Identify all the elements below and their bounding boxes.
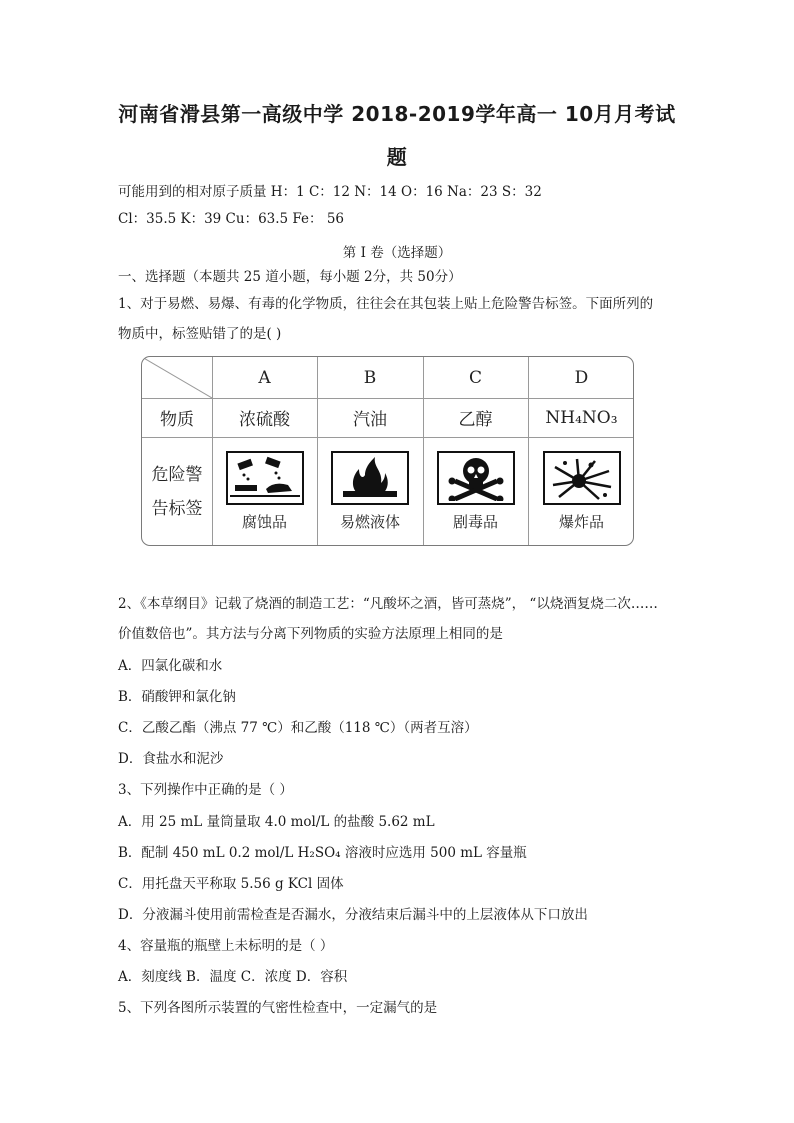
table-corner-diagonal (142, 357, 212, 398)
row-label-substance: 物质 (160, 410, 194, 429)
hazard-label-table (141, 356, 634, 546)
hazard-cell-b (317, 437, 423, 546)
explosive-icon (543, 451, 621, 505)
substance-c: 乙醇 (458, 410, 493, 430)
q2-option-d: D．食盐水和泥沙 (118, 751, 224, 767)
q3-option-a: A．用 25 mL 量筒量取 4.0 mol/L 的盐酸 5.62 mL (118, 814, 435, 830)
substance-d: NH₄NO₃ (545, 407, 618, 428)
row-label-hazard (142, 437, 212, 546)
q3-option-c: C．用托盘天平称取 5.56 g KCl 固体 (118, 876, 344, 892)
q2-stem-line2: 价值数倍也”。其方法与分离下列物质的实验方法原理上相同的是 (118, 626, 503, 642)
q4-options: A．刻度线 B．温度 C．浓度 D．容积 (118, 969, 348, 985)
flammable-liquid-icon (331, 451, 409, 505)
atomic-mass-line2: Cl：35.5 K：39 Cu：63.5 Fe： 56 (118, 211, 345, 227)
q2-option-b: B．硝酸钾和氯化钠 (118, 689, 236, 705)
hazard-cell-a (212, 437, 317, 546)
q4-stem: 4、容量瓶的瓶壁上未标明的是（ ） (118, 938, 334, 954)
exam-title-line1: 河南省滑县第一高级中学 2018-2019学年高一 10月月考试 (118, 102, 676, 126)
q1-stem-line1: 1、对于易燃、易爆、有毒的化学物质，往往会在其包装上贴上危险警告标签。下面所列的 (118, 296, 654, 312)
table-header-d: D (574, 367, 589, 388)
q3-stem: 3、下列操作中正确的是（ ） (118, 782, 293, 798)
atomic-mass-line1: 可能用到的相对原子质量 H：1 C：12 N：14 O：16 Na：23 S：32 (118, 184, 542, 200)
table-header-c: C (468, 367, 482, 388)
q3-option-d: D．分液漏斗使用前需检查是否漏水，分液结束后漏斗中的上层液体从下口放出 (118, 907, 588, 923)
exam-title-line2: 题 (386, 145, 408, 169)
substance-a: 浓硫酸 (239, 410, 290, 430)
toxic-skull-icon (437, 451, 515, 505)
hazard-caption-c: 剧毒品 (452, 513, 498, 531)
q3-option-b: B．配制 450 mL 0.2 mol/L H₂SO₄ 溶液时应选用 500 mL 容量瓶 (118, 845, 527, 861)
table-header-b: B (363, 367, 377, 388)
section-title: 一、选择题（本题共 25 道小题，每小题 2分，共 50分） (118, 269, 462, 285)
hazard-caption-d: 爆炸品 (558, 513, 604, 531)
q2-option-c: C．乙酸乙酯（沸点 77 ℃）和乙酸（118 ℃）（两者互溶） (118, 720, 478, 736)
q2-option-a: A．四氯化碳和水 (118, 658, 223, 674)
row-label-hazard-line2: 告标签 (151, 499, 203, 518)
q2-stem-line1: 2、《本草纲目》记载了烧酒的制造工艺：“凡酸坏之酒，皆可蒸烧”， “以烧酒复烧二次…… (118, 596, 658, 612)
part-title: 第 I 卷（选择题） (342, 245, 452, 261)
q5-stem: 5、下列各图所示装置的气密性检查中，一定漏气的是 (118, 1000, 438, 1016)
hazard-caption-b: 易燃液体 (339, 513, 400, 531)
hazard-cell-d (528, 437, 634, 546)
substance-b: 汽油 (353, 410, 387, 430)
row-label-hazard-line1: 危险警 (151, 465, 203, 484)
corrosive-icon (226, 451, 304, 505)
hazard-cell-c (423, 437, 528, 546)
hazard-caption-a: 腐蚀品 (241, 513, 287, 531)
q1-stem-line2: 物质中，标签贴错了的是( ) (118, 326, 282, 342)
table-header-a: A (258, 367, 271, 388)
